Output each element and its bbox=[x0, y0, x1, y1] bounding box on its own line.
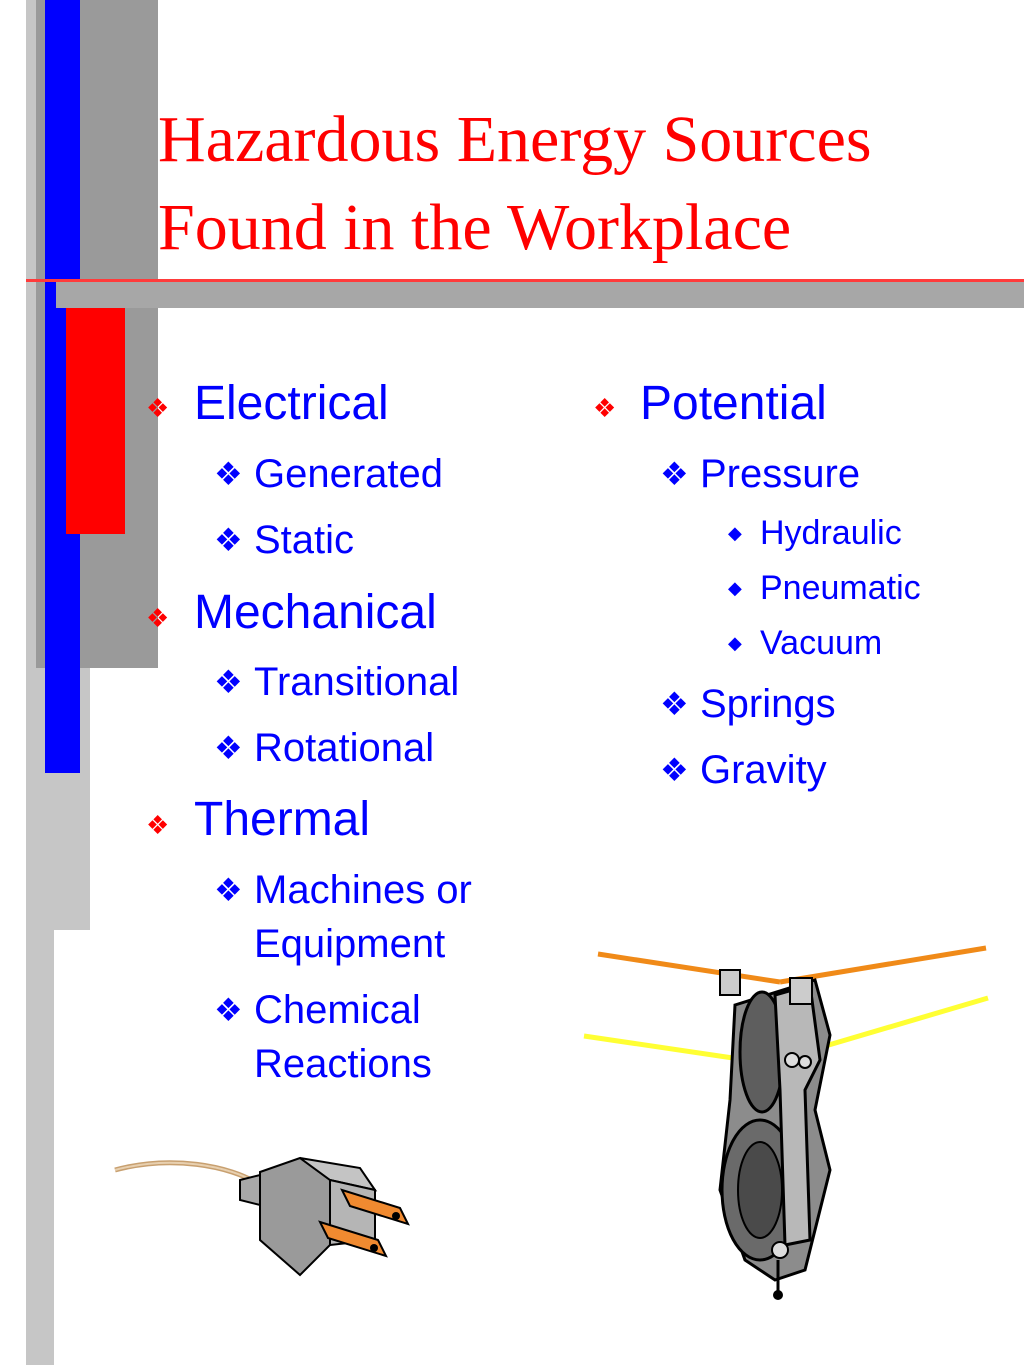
list-item-chemical-line-2: Reactions bbox=[254, 1042, 432, 1086]
list-item-machines-line-1: Machines or bbox=[254, 868, 472, 912]
blue-four-diamond-icon: ❖ bbox=[660, 686, 689, 722]
blue-four-diamond-icon: ❖ bbox=[214, 872, 243, 908]
list-item-machines-line-2: Equipment bbox=[254, 922, 446, 966]
decor-bar-gray-top bbox=[80, 0, 158, 280]
list-item-springs: Springs bbox=[700, 682, 836, 726]
blue-four-diamond-icon: ❖ bbox=[214, 664, 243, 700]
blue-four-diamond-icon: ❖ bbox=[214, 522, 243, 558]
blue-four-diamond-icon: ❖ bbox=[214, 992, 243, 1028]
list-item-potential: Potential bbox=[640, 377, 827, 430]
list-item-electrical: Electrical bbox=[194, 377, 389, 430]
title-underline-red bbox=[26, 279, 1024, 282]
blue-four-diamond-icon: ❖ bbox=[214, 456, 243, 492]
list-item-rotational: Rotational bbox=[254, 726, 435, 770]
blue-diamond-icon: ◆ bbox=[728, 578, 742, 598]
blue-four-diamond-icon: ❖ bbox=[660, 456, 689, 492]
blue-four-diamond-icon: ❖ bbox=[660, 752, 689, 788]
list-item-pressure: Pressure bbox=[700, 452, 861, 496]
title-underline-gray bbox=[56, 281, 1024, 308]
list-item-hydraulic: Hydraulic bbox=[760, 514, 902, 552]
electrical-plug-icon bbox=[110, 1150, 420, 1280]
pulley-block-icon bbox=[580, 940, 1000, 1310]
list-item-generated: Generated bbox=[254, 452, 444, 496]
red-four-diamond-icon: ❖ bbox=[593, 393, 617, 423]
red-four-diamond-icon: ❖ bbox=[146, 603, 170, 633]
slide-title bbox=[158, 96, 1018, 272]
list-item-static: Static bbox=[254, 518, 355, 562]
list-item-chemical-line-1: Chemical bbox=[254, 988, 421, 1032]
red-four-diamond-icon: ❖ bbox=[146, 393, 170, 423]
list-item-thermal: Thermal bbox=[194, 793, 371, 846]
list-item-pneumatic: Pneumatic bbox=[760, 569, 921, 607]
list-item-transitional: Transitional bbox=[254, 660, 460, 704]
list-item-vacuum: Vacuum bbox=[760, 624, 883, 662]
blue-diamond-icon: ◆ bbox=[728, 523, 742, 543]
list-item-mechanical: Mechanical bbox=[194, 586, 437, 639]
blue-diamond-icon: ◆ bbox=[728, 633, 742, 653]
blue-four-diamond-icon: ❖ bbox=[214, 730, 243, 766]
list-item-gravity: Gravity bbox=[700, 748, 827, 792]
title-line-1: Hazardous Energy Sources bbox=[158, 103, 872, 176]
red-four-diamond-icon: ❖ bbox=[146, 810, 170, 840]
decor-bar-red bbox=[66, 308, 125, 534]
title-line-2: Found in the Workplace bbox=[158, 191, 792, 264]
